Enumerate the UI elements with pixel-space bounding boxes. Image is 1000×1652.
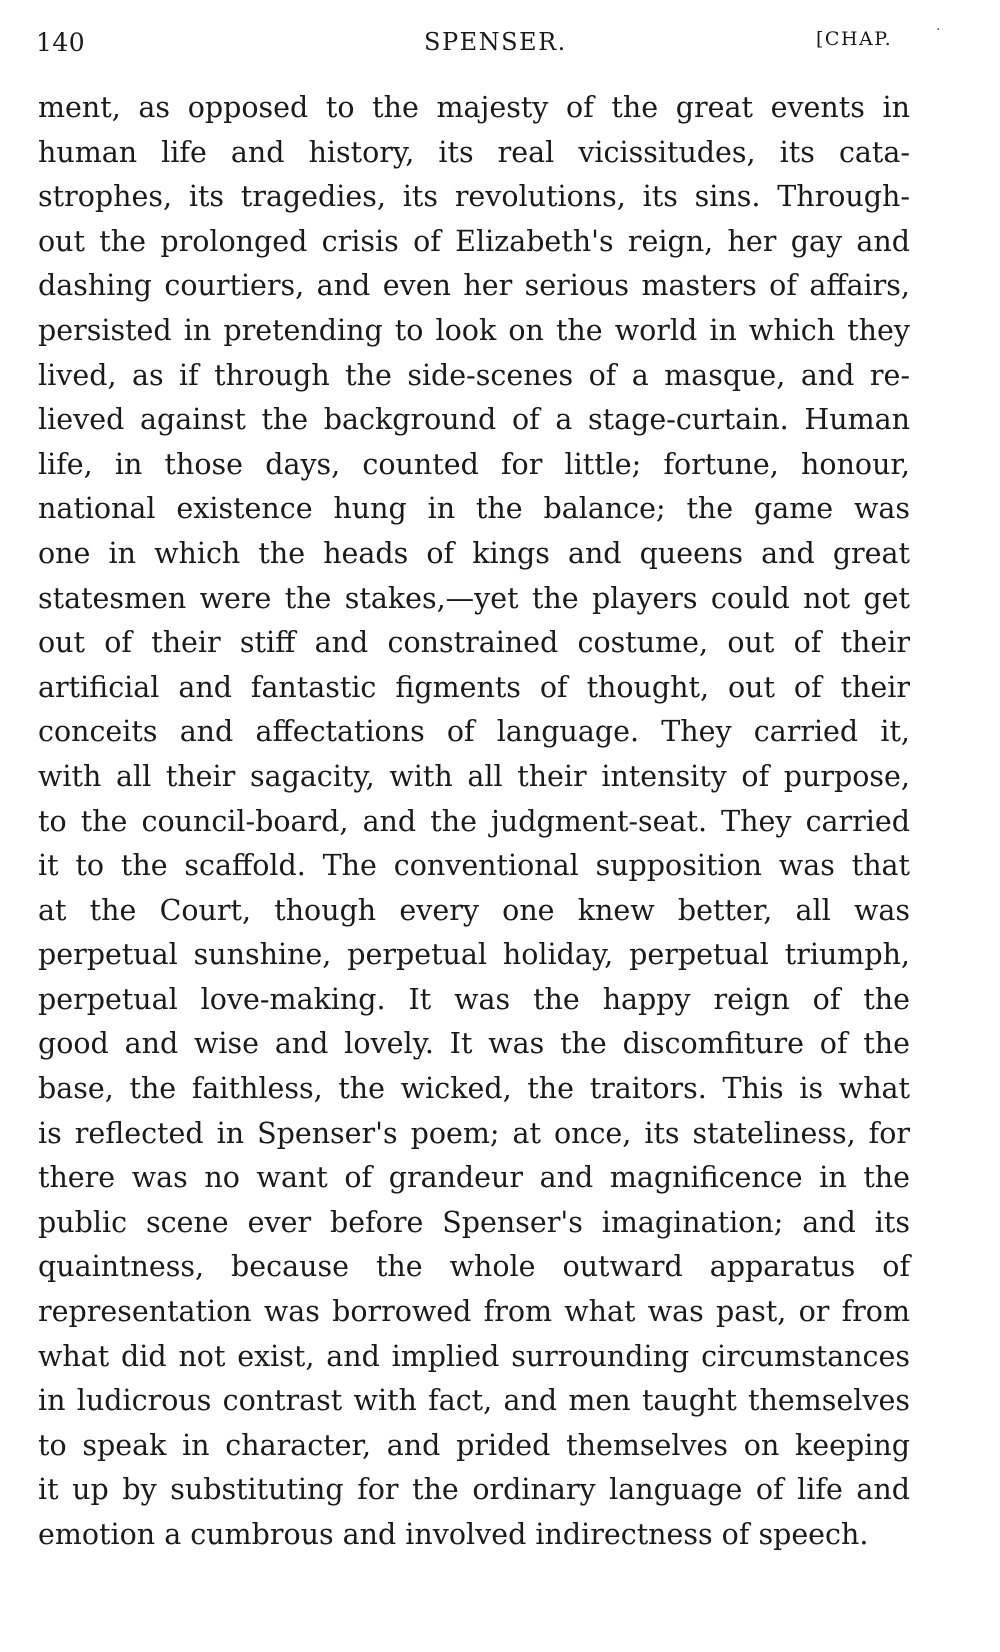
text-line: dashing courtiers, and even her serious masters of affairs,	[38, 269, 910, 303]
text-line: at the Court, though every one knew better, all was	[38, 893, 910, 927]
chapter-marker: [CHAP.	[816, 28, 893, 50]
page-number: 140	[36, 28, 86, 57]
body-text	[38, 86, 910, 1558]
running-head	[36, 22, 956, 66]
text-line: is reflected in Spenser's poem; at once, its stateliness, for	[38, 1116, 910, 1150]
text-line: to the council-board, and the judgment-seat. They carried	[38, 804, 910, 838]
text-line: out the prolonged crisis of Elizabeth's reign, her gay and	[38, 224, 910, 258]
text-line: base, the faithless, the wicked, the traitors. This is what	[38, 1072, 910, 1106]
text-line: persisted in pretending to look on the world in which they	[38, 313, 910, 347]
text-line: ment, as opposed to the majesty of the great events in	[38, 91, 910, 124]
text-line: perpetual love-making. It was the happy reign of the	[38, 982, 910, 1016]
text-line: it up by substituting for the ordinary language of life and	[38, 1473, 910, 1507]
text-line: artificial and fantastic figments of thought, out of their	[38, 670, 910, 704]
text-line: representation was borrowed from what was past, or from	[38, 1295, 910, 1329]
text-line: public scene ever before Spenser's imagination; and its	[38, 1205, 910, 1239]
text-line: statesmen were the stakes,—yet the players could not get	[38, 581, 910, 615]
text-line: strophes, its tragedies, its revolutions, its sins. Through-	[38, 180, 910, 214]
text-line: national existence hung in the balance; the game was	[38, 492, 910, 526]
text-line: in ludicrous contrast with fact, and men taught themselves	[38, 1384, 910, 1418]
text-line: human life and history, its real vicissitudes, its cata-	[38, 135, 910, 169]
text-line: perpetual sunshine, perpetual holiday, perpetual triumph,	[38, 938, 910, 972]
text-line: conceits and affectations of language. They carried it,	[38, 715, 910, 749]
running-title: SPENSER.	[424, 28, 567, 56]
text-line: to speak in character, and prided themselves on keeping	[38, 1428, 910, 1462]
text-line: emotion a cumbrous and involved indirectness of speech.	[38, 1518, 869, 1551]
text-line: lived, as if through the side-scenes of a masque, and re-	[38, 358, 910, 392]
text-line: what did not exist, and implied surrounding circumstances	[38, 1339, 910, 1373]
text-line: quaintness, because the whole outward apparatus of	[38, 1250, 910, 1284]
text-line: lieved against the background of a stage-curtain. Human	[38, 403, 910, 437]
text-line: with all their sagacity, with all their intensity of purpose,	[38, 759, 910, 793]
text-line: life, in those days, counted for little; fortune, honour,	[38, 447, 910, 481]
stray-mark: ·	[936, 22, 941, 38]
text-line: one in which the heads of kings and queens and great	[38, 536, 910, 570]
text-line: it to the scaffold. The conventional supposition was that	[38, 849, 910, 883]
text-line: there was no want of grandeur and magnificence in the	[38, 1161, 910, 1195]
text-line: out of their stiff and constrained costume, out of their	[38, 626, 910, 660]
text-line: good and wise and lovely. It was the discomfiture of the	[38, 1027, 910, 1061]
